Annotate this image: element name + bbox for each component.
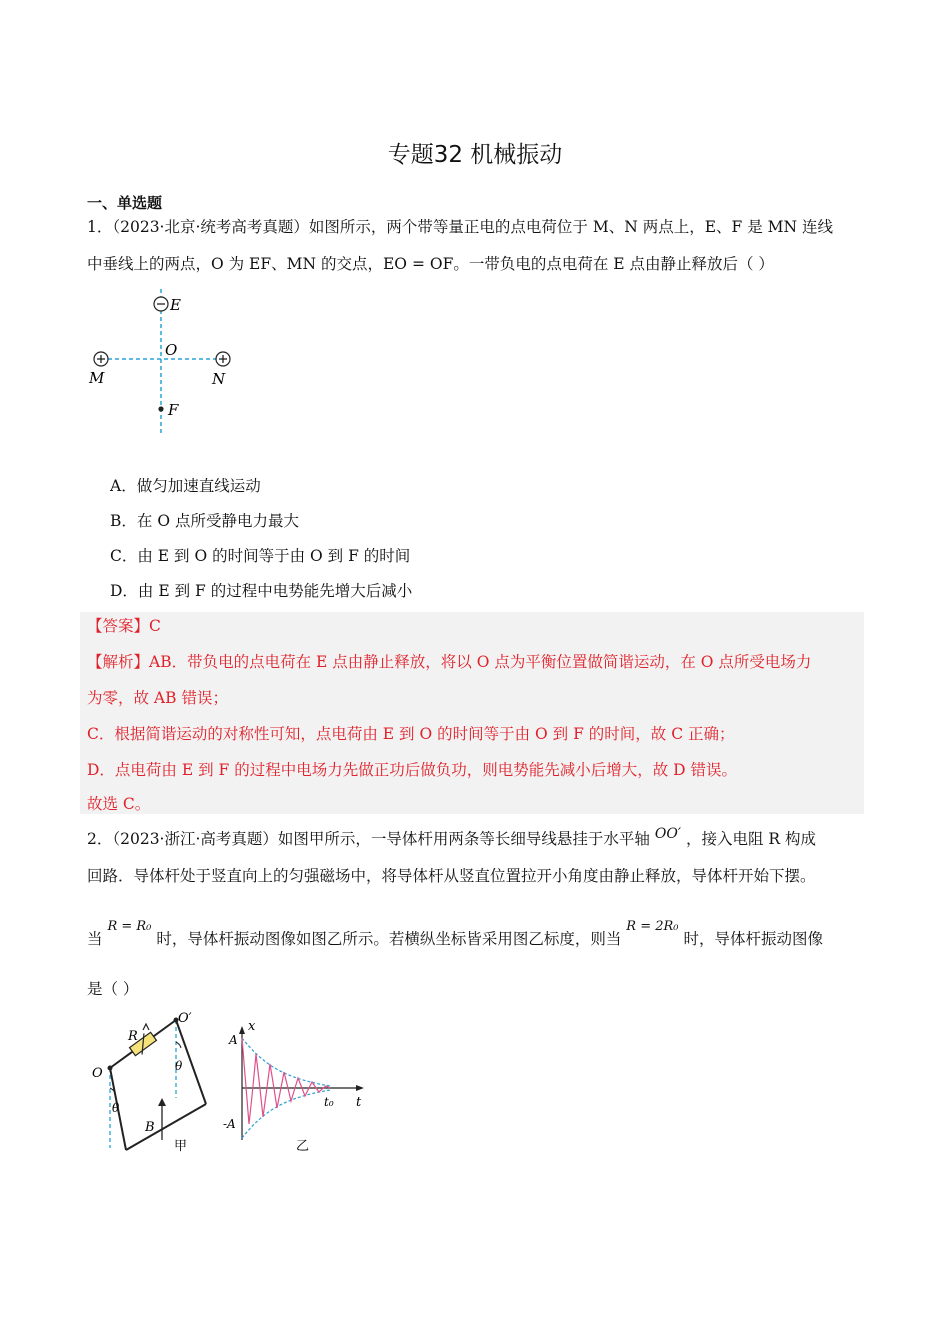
formula-r-eq-r0: R = R₀ [107, 919, 152, 934]
label-e: E [170, 296, 181, 314]
answer-label: 【答案】 [87, 617, 150, 635]
label-neg-a: -A [223, 1117, 236, 1131]
q1-analysis-line3: C．根据简谐运动的对称性可知，点电荷由 E 到 O 的时间等于由 O 到 F 的时间，故 C 正确； [87, 725, 735, 743]
section-heading: 一、单选题 [87, 194, 163, 212]
q1-option-c: C．由 E 到 O 的时间等于由 O 到 F 的时间 [110, 547, 411, 565]
q2-stem-line3c: 时，导体杆振动图像 [683, 930, 823, 948]
q2-stem-line2: 回路．导体杆处于竖直向上的匀强磁场中，将导体杆从竖直位置拉开小角度由静止释放，导体杆开始下摆。 [87, 867, 816, 885]
label-a: A [229, 1033, 238, 1047]
positive-charge-m-icon [94, 352, 108, 366]
conductor-rod [126, 1104, 206, 1150]
q1-stem-line2: 中垂线上的两点，O 为 EF、MN 的交点，EO = OF。一带负电的点电荷在 E 点由静止释放后（ ） [87, 255, 774, 273]
q1-option-d: D．由 E 到 F 的过程中电势能先增大后减小 [110, 582, 413, 600]
answer-value: C [149, 617, 161, 635]
caption-yi: 乙 [296, 1139, 310, 1154]
q2-stem-line3 [87, 919, 867, 951]
q1-charge-figure [85, 285, 245, 437]
q2-stem-line3b: 时，导体杆振动图像如图乙所示。若横纵坐标皆采用图乙标度，则当 [156, 930, 622, 948]
q1-analysis-line5: 故选 C。 [87, 795, 151, 813]
lower-envelope [242, 1090, 330, 1138]
damped-wave [242, 1038, 330, 1124]
label-m: M [89, 369, 105, 387]
figure-yi [222, 1018, 370, 1156]
label-x: x [248, 1019, 256, 1034]
figure-jia [88, 1008, 218, 1156]
q2-stem-line1a: 2．（2023·浙江·高考真题）如图甲所示，一导体杆用两条等长细导线悬挂于水平轴 [87, 830, 650, 848]
point-f-dot [158, 406, 163, 411]
caption-jia: 甲 [174, 1139, 188, 1154]
q1-analysis-line2: 为零，故 AB 错误； [87, 689, 228, 707]
analysis-label: 【解析】 [87, 653, 150, 671]
negative-charge-icon [154, 297, 168, 311]
page-title: 专题32 机械振动 [387, 142, 563, 168]
formula-r-eq-2r0: R = 2R₀ [626, 919, 679, 934]
q2-stem-line1 [87, 826, 867, 850]
q2-stem-line3a: 当 [87, 930, 103, 948]
axis-formula: OO′ [654, 826, 681, 842]
label-o: O [165, 341, 178, 359]
label-n: N [212, 370, 226, 388]
label-t: t [356, 1095, 362, 1110]
label-o-prime: O′ [178, 1011, 192, 1026]
q1-analysis-line4: D．点电荷由 E 到 F 的过程中电场力先做正功后做负功，则电势能先减小后增大，故 D 错误。 [87, 761, 737, 779]
label-f: F [168, 401, 179, 419]
q1-analysis-line1 [87, 652, 811, 672]
label-theta-right: θ [175, 1059, 183, 1073]
label-theta-left: θ [112, 1101, 120, 1115]
analysis-text-1: AB．带负电的点电荷在 E 点由静止释放，将以 O 点为平衡位置做简谐运动，在 O 点所受电场力 [149, 653, 812, 671]
q1-option-b: B．在 O 点所受静电力最大 [110, 512, 299, 530]
positive-charge-n-icon [216, 352, 230, 366]
label-r: R [128, 1029, 138, 1044]
answer-box [80, 612, 864, 814]
label-o-jia: O [92, 1066, 103, 1081]
q1-stem-line1: 1．（2023·北京·统考高考真题）如图所示，两个带等量正电的点电荷位于 M、N 两点上，E、F 是 MN 连线 [87, 218, 833, 236]
q2-stem-line4: 是（ ） [87, 980, 139, 998]
label-b: B [145, 1120, 155, 1135]
label-t0: t₀ [324, 1095, 334, 1109]
q2-stem-line1b: ，接入电阻 R 构成 [685, 830, 816, 848]
q1-option-a: A．做匀加速直线运动 [110, 477, 261, 495]
q1-answer [87, 616, 161, 636]
